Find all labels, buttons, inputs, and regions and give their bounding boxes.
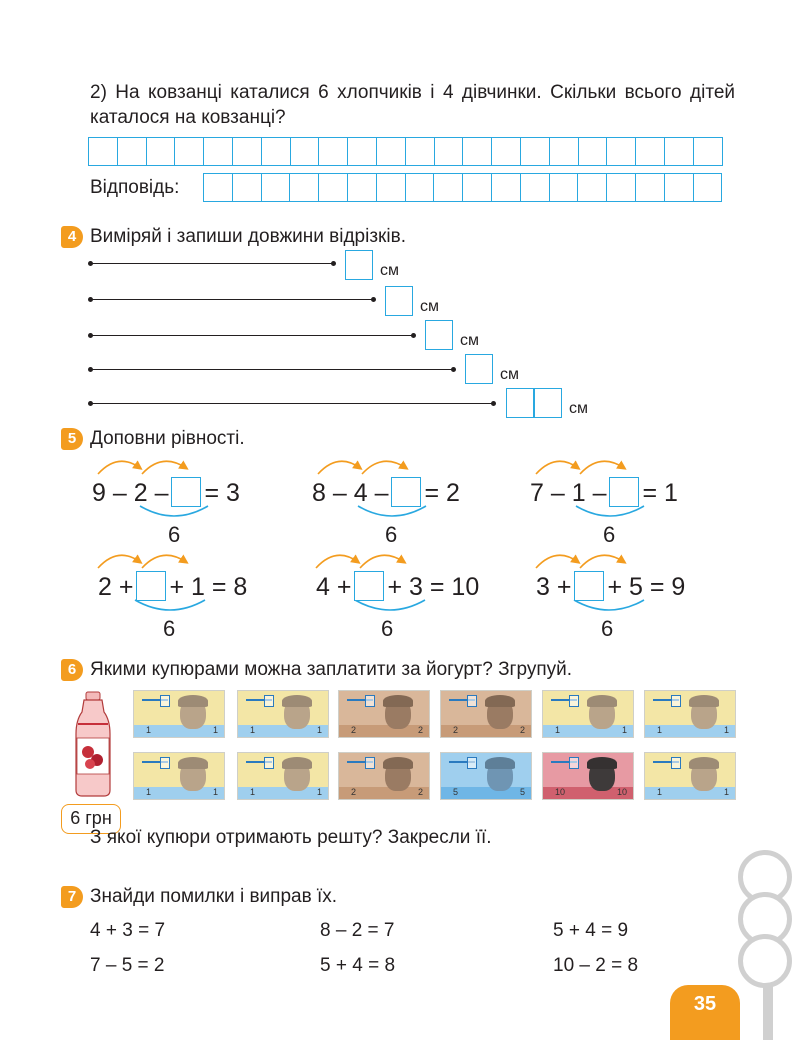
task7-title: Знайди помилки і виправ їх.	[90, 886, 338, 907]
task6-title: Якими купюрами можна заплатити за йогурт? Згрупуй.	[90, 659, 573, 680]
banknote-icon[interactable]	[542, 752, 634, 800]
answer-label: Відповідь:	[90, 177, 180, 198]
task5-title: Доповни рівності.	[90, 428, 245, 449]
banknote-denomination: 10	[616, 787, 627, 797]
task6-number-badge: 6	[61, 659, 83, 681]
task7-expression[interactable]: 4 + 3 = 7	[90, 920, 166, 941]
banknote-denomination: 1	[146, 787, 152, 797]
task5-number-badge: 5	[61, 428, 83, 450]
segment-3-unit: см	[460, 332, 479, 349]
banknote-icon[interactable]	[542, 690, 634, 738]
task7-expression[interactable]: 10 – 2 = 8	[553, 955, 639, 976]
banknote-icon[interactable]	[440, 690, 532, 738]
banknote-denomination: 1	[212, 725, 218, 735]
banknote-denomination: 1	[146, 725, 152, 735]
equation-1-2: 8 – 4 – = 2	[312, 479, 460, 507]
banknote-denomination: 1	[250, 725, 256, 735]
equation-2-2: 4 + + 3 = 10	[316, 573, 480, 601]
banknote-denomination: 10	[555, 787, 566, 797]
banknote-denomination: 1	[250, 787, 256, 797]
banknote-denomination: 1	[212, 787, 218, 797]
task7-expression[interactable]: 7 – 5 = 2	[90, 955, 165, 976]
equation-1-3: 7 – 1 – = 1	[530, 479, 678, 507]
task7-expression[interactable]: 8 – 2 = 7	[320, 920, 395, 941]
equation-2-2-blank[interactable]	[354, 571, 384, 601]
price-tag: 6 грн	[61, 804, 121, 834]
banknote-denomination: 2	[417, 787, 423, 797]
banknote-denomination: 1	[316, 787, 322, 797]
task4-number-badge: 4	[61, 226, 83, 248]
equation-1-1-sum: 6	[168, 522, 181, 547]
equation-2-1-blank[interactable]	[136, 571, 166, 601]
banknote-denomination: 1	[555, 725, 561, 735]
equation-2-3-sum: 6	[601, 616, 614, 641]
task7-number-badge: 7	[61, 886, 83, 908]
banknote-denomination: 1	[723, 725, 729, 735]
banknote-denomination: 1	[657, 725, 663, 735]
banknote-denomination: 1	[657, 787, 663, 797]
equation-1-1: 9 – 2 – = 3	[92, 479, 240, 507]
task7-expression[interactable]: 5 + 4 = 8	[320, 955, 396, 976]
task4-title: Виміряй і запиши довжини відрізків.	[90, 226, 406, 247]
yogurt-bottle-icon	[68, 690, 118, 798]
banknote-icon[interactable]	[338, 690, 430, 738]
equation-1-2-sum: 6	[385, 522, 398, 547]
banknote-icon[interactable]	[338, 752, 430, 800]
equation-2-2-sum: 6	[381, 616, 394, 641]
equation-1-2-blank[interactable]	[391, 477, 421, 507]
equation-1-1-blank[interactable]	[171, 477, 201, 507]
banknote-denomination: 1	[621, 725, 627, 735]
banknote-icon[interactable]	[644, 752, 736, 800]
page-number: 35	[693, 993, 717, 1015]
banknote-icon[interactable]	[440, 752, 532, 800]
task2-text: 2) На ковзанці каталися 6 хлопчиків і 4 дівчинки. Скільки всього дітей каталося на ковзанці?	[90, 82, 735, 128]
banknote-denomination: 1	[723, 787, 729, 797]
equation-2-3-blank[interactable]	[574, 571, 604, 601]
equation-1-3-sum: 6	[603, 522, 616, 547]
equation-2-1: 2 + + 1 = 8	[98, 573, 248, 601]
banknote-denomination: 1	[316, 725, 322, 735]
task6-question: З якої купюри отримають решту? Закресли її.	[90, 827, 492, 848]
banknote-icon[interactable]	[133, 690, 225, 738]
assessment-circle[interactable]	[738, 934, 792, 988]
task7-expression[interactable]: 5 + 4 = 9	[553, 920, 629, 941]
banknote-denomination: 5	[453, 787, 459, 797]
banknote-icon[interactable]	[133, 752, 225, 800]
banknote-denomination: 2	[351, 787, 357, 797]
banknote-icon[interactable]	[644, 690, 736, 738]
segment-5-unit: см	[569, 400, 588, 417]
segment-1-unit: см	[380, 262, 399, 279]
banknote-denomination: 5	[519, 787, 525, 797]
banknote-denomination: 2	[453, 725, 459, 735]
segment-4-unit: см	[500, 366, 519, 383]
equation-2-3: 3 + + 5 = 9	[536, 573, 686, 601]
banknote-denomination: 2	[519, 725, 525, 735]
banknote-denomination: 2	[417, 725, 423, 735]
banknote-denomination: 2	[351, 725, 357, 735]
equation-2-1-sum: 6	[163, 616, 176, 641]
banknote-icon[interactable]	[237, 752, 329, 800]
equation-1-3-blank[interactable]	[609, 477, 639, 507]
segment-2-unit: см	[420, 298, 439, 315]
banknote-icon[interactable]	[237, 690, 329, 738]
